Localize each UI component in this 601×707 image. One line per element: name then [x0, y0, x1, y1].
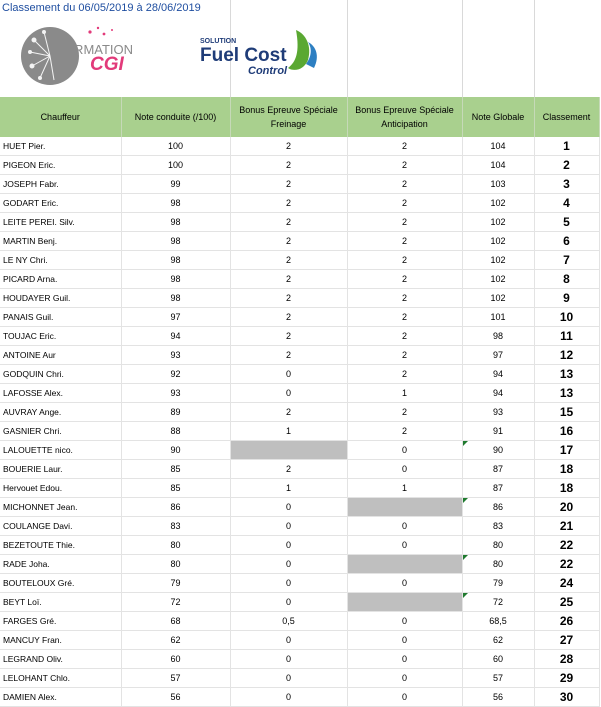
driver-name-cell: DAMIEN Alex.: [0, 688, 121, 707]
note-globale-cell: 104: [462, 137, 534, 156]
bonus-freinage-cell: 2: [230, 251, 347, 270]
driver-name-cell: LEGRAND Oliv.: [0, 650, 121, 669]
table-row: [0, 308, 599, 327]
note-globale-cell: 102: [462, 213, 534, 232]
bonus-anticipation-cell: 0: [347, 669, 462, 688]
formation-cgi-logo: [20, 22, 140, 90]
note-globale-cell: 94: [462, 365, 534, 384]
bonus-anticipation-cell: 1: [347, 479, 462, 498]
control-text: Control: [248, 65, 288, 77]
note-conduite-cell: 80: [121, 555, 230, 574]
driver-name-cell: RADE Joha.: [0, 555, 121, 574]
note-conduite-cell: 98: [121, 289, 230, 308]
bonus-freinage-cell: [230, 441, 347, 460]
bonus-freinage-cell: 2: [230, 194, 347, 213]
classement-cell: 2: [534, 156, 599, 175]
table-row: [0, 232, 599, 251]
bonus-anticipation-cell: 0: [347, 574, 462, 593]
table-row: [0, 251, 599, 270]
col-header-note-globale: Note Globale: [462, 97, 534, 137]
bonus-freinage-cell: 2: [230, 460, 347, 479]
driver-name-cell: GODQUIN Chri.: [0, 365, 121, 384]
note-conduite-cell: 100: [121, 137, 230, 156]
formation-text: FORMATION: [56, 42, 134, 57]
bonus-anticipation-cell: 2: [347, 308, 462, 327]
note-conduite-cell: 98: [121, 232, 230, 251]
note-globale-cell: 102: [462, 270, 534, 289]
fuel-cost-control-logo: [196, 26, 322, 82]
driver-name-cell: BOUTELOUX Gré.: [0, 574, 121, 593]
note-conduite-cell: 85: [121, 479, 230, 498]
note-conduite-cell: 83: [121, 517, 230, 536]
driver-name-cell: MANCUY Fran.: [0, 631, 121, 650]
bonus-anticipation-cell: 2: [347, 175, 462, 194]
table-row: [0, 688, 599, 707]
note-globale-cell: 87: [462, 479, 534, 498]
classement-cell: 10: [534, 308, 599, 327]
bonus-freinage-cell: 1: [230, 479, 347, 498]
bonus-anticipation-cell: 2: [347, 213, 462, 232]
note-conduite-cell: 99: [121, 175, 230, 194]
note-globale-cell: 83: [462, 517, 534, 536]
table-row: [0, 479, 599, 498]
note-conduite-cell: 94: [121, 327, 230, 346]
note-conduite-cell: 88: [121, 422, 230, 441]
note-conduite-cell: 92: [121, 365, 230, 384]
table-row: [0, 422, 599, 441]
note-globale-cell: 60: [462, 650, 534, 669]
note-globale-cell: 80: [462, 555, 534, 574]
bonus-anticipation-cell: 2: [347, 137, 462, 156]
table-header-row: [0, 97, 599, 137]
col-header-classement: Classement: [534, 97, 599, 137]
driver-name-cell: PANAIS Guil.: [0, 308, 121, 327]
note-conduite-cell: 79: [121, 574, 230, 593]
driver-name-cell: BEZETOUTE Thie.: [0, 536, 121, 555]
note-globale-cell: 90: [462, 441, 534, 460]
note-conduite-cell: 89: [121, 403, 230, 422]
bonus-anticipation-cell: 0: [347, 517, 462, 536]
classement-cell: 17: [534, 441, 599, 460]
note-conduite-cell: 98: [121, 251, 230, 270]
bonus-freinage-cell: 2: [230, 327, 347, 346]
table-row: [0, 289, 599, 308]
bonus-freinage-cell: 1: [230, 422, 347, 441]
note-globale-cell: 102: [462, 251, 534, 270]
note-globale-cell: 93: [462, 403, 534, 422]
table-row: [0, 574, 599, 593]
solution-text: SOLUTION: [200, 38, 237, 45]
bonus-anticipation-cell: 2: [347, 346, 462, 365]
note-conduite-cell: 97: [121, 308, 230, 327]
note-globale-cell: 57: [462, 669, 534, 688]
table-row: [0, 156, 599, 175]
note-globale-cell: 80: [462, 536, 534, 555]
driver-name-cell: PICARD Arna.: [0, 270, 121, 289]
note-globale-cell: 91: [462, 422, 534, 441]
bonus-anticipation-cell: 2: [347, 194, 462, 213]
cgi-text: CGI: [90, 54, 124, 75]
classement-cell: 20: [534, 498, 599, 517]
table-row: [0, 213, 599, 232]
note-globale-cell: 79: [462, 574, 534, 593]
note-globale-cell: 94: [462, 384, 534, 403]
driver-name-cell: MICHONNET Jean.: [0, 498, 121, 517]
note-globale-cell: 98: [462, 327, 534, 346]
classement-cell: 18: [534, 479, 599, 498]
classement-cell: 3: [534, 175, 599, 194]
classement-cell: 28: [534, 650, 599, 669]
driver-name-cell: LALOUETTE nico.: [0, 441, 121, 460]
bonus-anticipation-cell: 0: [347, 688, 462, 707]
classement-cell: 22: [534, 536, 599, 555]
note-globale-cell: 62: [462, 631, 534, 650]
bonus-anticipation-cell: 0: [347, 612, 462, 631]
driver-name-cell: MARTIN Benj.: [0, 232, 121, 251]
driver-name-cell: HUET Pier.: [0, 137, 121, 156]
fuel-cost-text: Fuel Cost: [200, 45, 287, 66]
bonus-anticipation-cell: 2: [347, 232, 462, 251]
bonus-freinage-cell: 2: [230, 403, 347, 422]
driver-name-cell: PIGEON Eric.: [0, 156, 121, 175]
bonus-freinage-cell: 0: [230, 536, 347, 555]
driver-name-cell: COULANGE Davi.: [0, 517, 121, 536]
classement-cell: 13: [534, 384, 599, 403]
driver-name-cell: ANTOINE Aur: [0, 346, 121, 365]
bonus-anticipation-cell: [347, 593, 462, 612]
bonus-anticipation-cell: 0: [347, 536, 462, 555]
table-row: [0, 669, 599, 688]
bonus-freinage-cell: 2: [230, 213, 347, 232]
bonus-anticipation-cell: 0: [347, 460, 462, 479]
note-globale-cell: 102: [462, 289, 534, 308]
note-globale-cell: 87: [462, 460, 534, 479]
note-globale-cell: 56: [462, 688, 534, 707]
bonus-freinage-cell: 0: [230, 593, 347, 612]
bonus-anticipation-cell: 2: [347, 156, 462, 175]
classement-cell: 16: [534, 422, 599, 441]
bonus-anticipation-cell: 2: [347, 422, 462, 441]
classement-cell: 27: [534, 631, 599, 650]
bonus-freinage-cell: 0: [230, 574, 347, 593]
driver-name-cell: LELOHANT Chlo.: [0, 669, 121, 688]
classement-cell: 1: [534, 137, 599, 156]
classement-cell: 25: [534, 593, 599, 612]
ranking-table: [0, 97, 600, 707]
table-row: [0, 612, 599, 631]
driver-name-cell: GASNIER Chri.: [0, 422, 121, 441]
classement-cell: 8: [534, 270, 599, 289]
bonus-freinage-cell: 2: [230, 346, 347, 365]
classement-cell: 5: [534, 213, 599, 232]
note-conduite-cell: 56: [121, 688, 230, 707]
driver-name-cell: TOUJAC Eric.: [0, 327, 121, 346]
bonus-anticipation-cell: 2: [347, 403, 462, 422]
classement-cell: 26: [534, 612, 599, 631]
col-header-bonus-anticipation: Bonus Epreuve Spéciale Anticipation: [347, 97, 462, 137]
table-row: [0, 593, 599, 612]
classement-cell: 30: [534, 688, 599, 707]
bonus-anticipation-cell: 2: [347, 270, 462, 289]
bonus-freinage-cell: 2: [230, 270, 347, 289]
bonus-freinage-cell: 2: [230, 137, 347, 156]
table-row: [0, 555, 599, 574]
classement-cell: 13: [534, 365, 599, 384]
bonus-anticipation-cell: 2: [347, 251, 462, 270]
grid-line: [462, 0, 463, 97]
driver-name-cell: JOSEPH Fabr.: [0, 175, 121, 194]
bonus-anticipation-cell: [347, 498, 462, 517]
bonus-anticipation-cell: 2: [347, 365, 462, 384]
driver-name-cell: Hervouet Edou.: [0, 479, 121, 498]
note-conduite-cell: 57: [121, 669, 230, 688]
col-header-bonus-freinage: Bonus Epreuve Spéciale Freinage: [230, 97, 347, 137]
note-globale-cell: 97: [462, 346, 534, 365]
note-conduite-cell: 85: [121, 460, 230, 479]
driver-name-cell: HOUDAYER Guil.: [0, 289, 121, 308]
note-globale-cell: 101: [462, 308, 534, 327]
driver-name-cell: LE NY Chri.: [0, 251, 121, 270]
table-row: [0, 194, 599, 213]
bonus-anticipation-cell: 0: [347, 650, 462, 669]
bonus-anticipation-cell: [347, 555, 462, 574]
bonus-freinage-cell: 0: [230, 517, 347, 536]
table-row: [0, 460, 599, 479]
note-conduite-cell: 98: [121, 194, 230, 213]
classement-cell: 24: [534, 574, 599, 593]
table-row: [0, 517, 599, 536]
bonus-anticipation-cell: 2: [347, 327, 462, 346]
classement-cell: 4: [534, 194, 599, 213]
table-row: [0, 175, 599, 194]
note-globale-cell: 102: [462, 232, 534, 251]
note-conduite-cell: 80: [121, 536, 230, 555]
classement-cell: 9: [534, 289, 599, 308]
grid-line: [347, 0, 348, 97]
note-globale-cell: 86: [462, 498, 534, 517]
bonus-freinage-cell: 0: [230, 365, 347, 384]
bonus-anticipation-cell: 2: [347, 289, 462, 308]
bonus-freinage-cell: 2: [230, 232, 347, 251]
classement-cell: 21: [534, 517, 599, 536]
bonus-freinage-cell: 0: [230, 555, 347, 574]
table-row: [0, 498, 599, 517]
table-row: [0, 631, 599, 650]
classement-cell: 22: [534, 555, 599, 574]
note-conduite-cell: 90: [121, 441, 230, 460]
bonus-anticipation-cell: 1: [347, 384, 462, 403]
note-conduite-cell: 98: [121, 213, 230, 232]
note-conduite-cell: 100: [121, 156, 230, 175]
note-conduite-cell: 98: [121, 270, 230, 289]
bonus-freinage-cell: 0: [230, 384, 347, 403]
note-globale-cell: 72: [462, 593, 534, 612]
classement-cell: 11: [534, 327, 599, 346]
note-conduite-cell: 93: [121, 346, 230, 365]
note-conduite-cell: 60: [121, 650, 230, 669]
note-conduite-cell: 72: [121, 593, 230, 612]
bonus-freinage-cell: 0: [230, 688, 347, 707]
table-row: [0, 536, 599, 555]
driver-name-cell: GODART Eric.: [0, 194, 121, 213]
col-header-chauffeur: Chauffeur: [0, 97, 121, 137]
driver-name-cell: FARGES Gré.: [0, 612, 121, 631]
classement-cell: 29: [534, 669, 599, 688]
note-globale-cell: 104: [462, 156, 534, 175]
classement-cell: 15: [534, 403, 599, 422]
table-row: [0, 327, 599, 346]
bonus-freinage-cell: 0,5: [230, 612, 347, 631]
bonus-freinage-cell: 2: [230, 156, 347, 175]
classement-cell: 7: [534, 251, 599, 270]
note-globale-cell: 103: [462, 175, 534, 194]
classement-cell: 12: [534, 346, 599, 365]
bonus-freinage-cell: 2: [230, 289, 347, 308]
table-row: [0, 270, 599, 289]
table-row: [0, 441, 599, 460]
table-row: [0, 365, 599, 384]
note-conduite-cell: 68: [121, 612, 230, 631]
bonus-freinage-cell: 0: [230, 631, 347, 650]
bonus-freinage-cell: 0: [230, 669, 347, 688]
note-globale-cell: 102: [462, 194, 534, 213]
table-row: [0, 384, 599, 403]
bonus-freinage-cell: 0: [230, 498, 347, 517]
table-row: [0, 346, 599, 365]
classement-cell: 18: [534, 460, 599, 479]
bonus-anticipation-cell: 0: [347, 441, 462, 460]
driver-name-cell: AUVRAY Ange.: [0, 403, 121, 422]
grid-line: [534, 0, 535, 97]
note-conduite-cell: 86: [121, 498, 230, 517]
driver-name-cell: LAFOSSE Alex.: [0, 384, 121, 403]
table-row: [0, 137, 599, 156]
driver-name-cell: BOUERIE Laur.: [0, 460, 121, 479]
bonus-freinage-cell: 0: [230, 650, 347, 669]
classement-cell: 6: [534, 232, 599, 251]
note-conduite-cell: 93: [121, 384, 230, 403]
bonus-freinage-cell: 2: [230, 308, 347, 327]
bonus-anticipation-cell: 0: [347, 631, 462, 650]
driver-name-cell: LEITE PEREI. Silv.: [0, 213, 121, 232]
bonus-freinage-cell: 2: [230, 175, 347, 194]
report-title: Classement du 06/05/2019 à 28/06/2019: [2, 2, 201, 14]
driver-name-cell: BEYT Loï.: [0, 593, 121, 612]
col-header-note-conduite: Note conduite (/100): [121, 97, 230, 137]
note-conduite-cell: 62: [121, 631, 230, 650]
table-row: [0, 403, 599, 422]
table-row: [0, 650, 599, 669]
note-globale-cell: 68,5: [462, 612, 534, 631]
